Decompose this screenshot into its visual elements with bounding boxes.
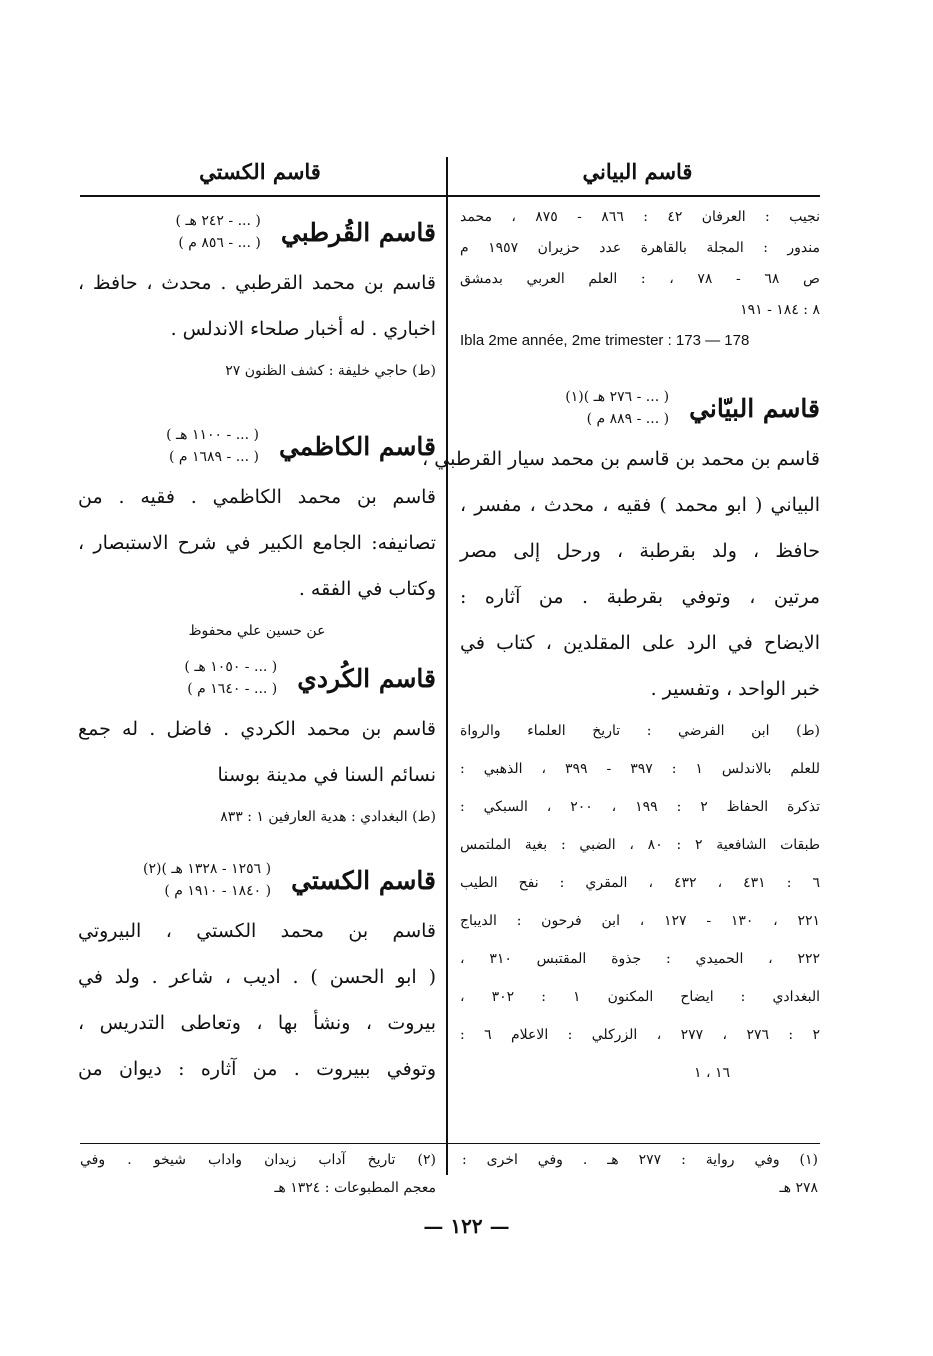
entry-dates xyxy=(166,424,259,468)
ref-line: مندور : المجلة بالقاهرة عدد حزيران ١٩٥٧ م xyxy=(460,240,820,256)
header-rule xyxy=(80,195,820,197)
source-line: ١٦ ، ١ xyxy=(694,1065,730,1081)
source-line: ٢٢٢ ، الحميدي : جذوة المقتبس ٣١٠ ، xyxy=(460,951,821,967)
entry-body-line: الايضاح في الرد على المقلدين ، كتاب في xyxy=(460,632,820,654)
footnote-left xyxy=(80,1146,436,1202)
footnote-line: (٢) تاريخ آداب زيدان واداب شيخو . وفي xyxy=(80,1152,436,1168)
contributor-signature: عن حسين علي محفوظ xyxy=(188,623,326,639)
source-line: (ط) ابن الفرضي : تاريخ العلماء والرواة xyxy=(460,723,820,739)
entry-heading xyxy=(78,656,436,700)
latin-reference: Ibla 2me année, 2me trimester : 173 — 178 xyxy=(460,332,750,349)
running-head-right: قاسم البياني xyxy=(582,159,693,184)
entry-heading xyxy=(78,858,436,902)
left-column xyxy=(78,202,436,1092)
entry-dates xyxy=(176,210,261,254)
entry-name: قاسم القُرطبي xyxy=(280,217,436,247)
entry-body-line: قاسم بن محمد الكستي ، البيروتي xyxy=(78,920,436,942)
date-hijri: ( ... - ١١٠٠ هـ ) xyxy=(166,427,259,443)
entry-body-line: قاسم بن محمد القرطبي . محدث ، حافظ ، xyxy=(78,272,436,294)
ref-line: نجيب : العرفان ٤٢ : ٨٦٦ - ٨٧٥ ، محمد xyxy=(460,209,820,225)
entry-body-line: قاسم بن محمد بن قاسم بن محمد سيار القرطبي ، xyxy=(422,448,820,470)
entry-body-line: وتوفي ببيروت . من آثاره : ديوان من xyxy=(78,1058,436,1080)
source-line: ٦ : ٤٣١ ، ٤٣٢ ، المقري : نفح الطيب xyxy=(460,875,820,891)
footnote-line: ٢٧٨ هـ xyxy=(779,1180,818,1196)
entry-heading xyxy=(460,386,820,430)
entry-body-line: مرتين ، وتوفي بقرطبة . من آثاره : xyxy=(460,586,820,608)
entry-dates xyxy=(143,858,271,902)
entry-dates xyxy=(184,656,277,700)
date-gregorian: ( ... - ٨٥٦ م ) xyxy=(178,235,261,251)
footnote-line: معجم المطبوعات : ١٣٢٤ هـ xyxy=(274,1180,436,1196)
entry-body-line: قاسم بن محمد الكردي . فاضل . له جمع xyxy=(78,718,436,740)
date-gregorian: ( ١٨٤٠ - ١٩١٠ م ) xyxy=(164,883,272,899)
entry-dates xyxy=(565,386,669,430)
date-hijri: ( ... - ١٠٥٠ هـ ) xyxy=(184,659,278,675)
footnote-right xyxy=(462,1146,818,1202)
ref-line: ٨ : ١٨٤ - ١٩١ xyxy=(740,302,820,318)
footnote-line: (١) وفي رواية : ٢٧٧ هـ . وفي اخرى : xyxy=(462,1152,818,1168)
source-line: ٢٢١ ، ١٣٠ - ١٢٧ ، ابن فرحون : الديباج xyxy=(460,913,820,929)
ref-line: ص ٦٨ - ٧٨ ، : العلم العربي بدمشق xyxy=(460,271,820,287)
column-divider xyxy=(446,157,448,1175)
entry-heading xyxy=(78,424,436,468)
date-gregorian: ( ... - ٨٨٩ م ) xyxy=(586,411,670,427)
entry-body-line: نسائم السنا في مدينة بوسنا xyxy=(217,764,436,786)
date-hijri: ( ... - ٢٤٢ هـ ) xyxy=(175,213,261,229)
source-line: تذكرة الحفاظ ٢ : ١٩٩ ، ٢٠٠ ، السبكي : xyxy=(460,799,820,815)
date-hijri: ( ... - ٢٧٦ هـ )(١) xyxy=(565,389,670,405)
date-hijri: ( ١٢٥٦ - ١٣٢٨ هـ )(٢) xyxy=(143,861,272,877)
page-number: — ١٢٢ — xyxy=(423,1214,510,1238)
entry-body-line: وكتاب في الفقه . xyxy=(298,578,436,600)
source-line: البغدادي : ايضاح المكنون ١ : ٣٠٢ ، xyxy=(460,989,821,1005)
right-column xyxy=(422,202,821,1092)
entry-body-line: بيروت ، ونشأ بها ، وتعاطى التدريس ، xyxy=(78,1012,436,1034)
entry-name: قاسم الكُردي xyxy=(297,663,436,693)
date-gregorian: ( ... - ١٦٨٩ م ) xyxy=(168,449,259,465)
source-line: طبقات الشافعية ٢ : ٨٠ ، الضبي : بغية الملتمس xyxy=(460,837,821,853)
source-line: ٢ : ٢٧٦ ، ٢٧٧ ، الزركلي : الاعلام ٦ : xyxy=(460,1027,820,1043)
date-gregorian: ( ... - ١٦٤٠ م ) xyxy=(187,681,278,697)
entry-name: قاسم الكاظمي xyxy=(278,431,436,461)
entry-body-line: حافظ ، ولد بقرطبة ، ورحل إلى مصر xyxy=(460,540,820,562)
source-line: للعلم بالاندلس ١ : ٣٩٧ - ٣٩٩ ، الذهبي : xyxy=(460,761,821,777)
running-head-left: قاسم الكستي xyxy=(199,159,321,184)
footnote-rule xyxy=(80,1143,820,1144)
entry-body-line: اخباري . له أخبار صلحاء الاندلس . xyxy=(170,318,436,340)
source-line: (ط) البغدادي : هدية العارفين ١ : ٨٣٣ xyxy=(220,809,436,825)
entry-body-line: تصانيفه: الجامع الكبير في شرح الاستبصار ، xyxy=(78,532,436,554)
entry-name: قاسم الكستي xyxy=(291,865,436,895)
entry-body-line: ( ابو الحسن ) . اديب ، شاعر . ولد في xyxy=(78,966,436,988)
entry-body-line: خبر الواحد ، وتفسير . xyxy=(650,678,820,700)
entry-body-line: البياني ( ابو محمد ) فقيه ، محدث ، مفسر ، xyxy=(460,494,820,516)
entry-heading xyxy=(78,210,436,254)
source-line: (ط) حاجي خليفة : كشف الظنون ٢٧ xyxy=(225,363,436,379)
entry-body-line: قاسم بن محمد الكاظمي . فقيه . من xyxy=(78,486,436,508)
entry-name: قاسم البيّاني xyxy=(689,393,820,423)
